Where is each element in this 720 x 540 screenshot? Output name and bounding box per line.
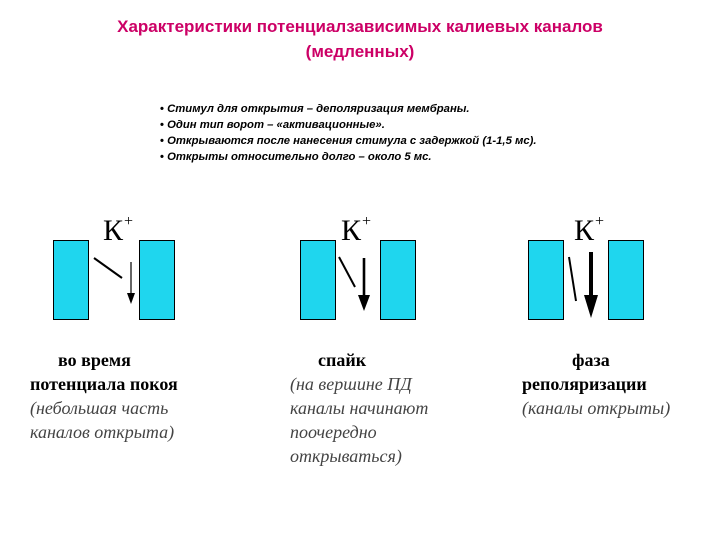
caption-italic-line: открываться)	[290, 446, 402, 466]
title-line-2: (медленных)	[305, 42, 415, 61]
caption-bold-line: потенциала покоя	[30, 374, 178, 394]
ion-charge: +	[595, 213, 605, 230]
caption-italic-line: поочередно	[290, 422, 377, 442]
caption-italic-line: каналов открыта)	[30, 422, 175, 442]
activation-gate	[339, 257, 355, 287]
arrow-head	[127, 293, 135, 304]
arrow-head	[584, 295, 598, 318]
caption-bold-line: во время	[58, 350, 131, 370]
property-item: • Открыты относительно долго – около 5 мс.	[160, 149, 700, 165]
ion-symbol: К	[341, 214, 362, 247]
caption-bold-line: реполяризации	[522, 374, 647, 394]
activation-gate	[569, 257, 576, 301]
activation-gate	[94, 258, 122, 278]
ion-symbol: К	[574, 214, 595, 247]
title-line-1: Характеристики потенциалзависимых калиевых каналов	[117, 17, 603, 36]
arrow-head	[358, 295, 370, 311]
ion-charge: +	[124, 213, 134, 230]
caption-italic-line: (небольшая часть	[30, 398, 169, 418]
ion-symbol: К	[103, 214, 124, 247]
property-item: • Один тип ворот – «активационные».	[160, 117, 700, 133]
caption-bold-line: фаза	[572, 350, 610, 370]
property-item: • Открываются после нанесения стимула с задержкой (1-1,5 мс).	[160, 133, 700, 149]
caption-bold-line: спайк	[318, 350, 367, 370]
caption-italic-line: каналы начинают	[290, 398, 429, 418]
property-item: • Стимул для открытия – деполяризация мембраны.	[160, 101, 700, 117]
caption-italic-line: (на вершине ПД	[290, 374, 412, 394]
ion-charge: +	[362, 213, 372, 230]
caption-italic-line: (каналы открыты)	[522, 398, 671, 418]
